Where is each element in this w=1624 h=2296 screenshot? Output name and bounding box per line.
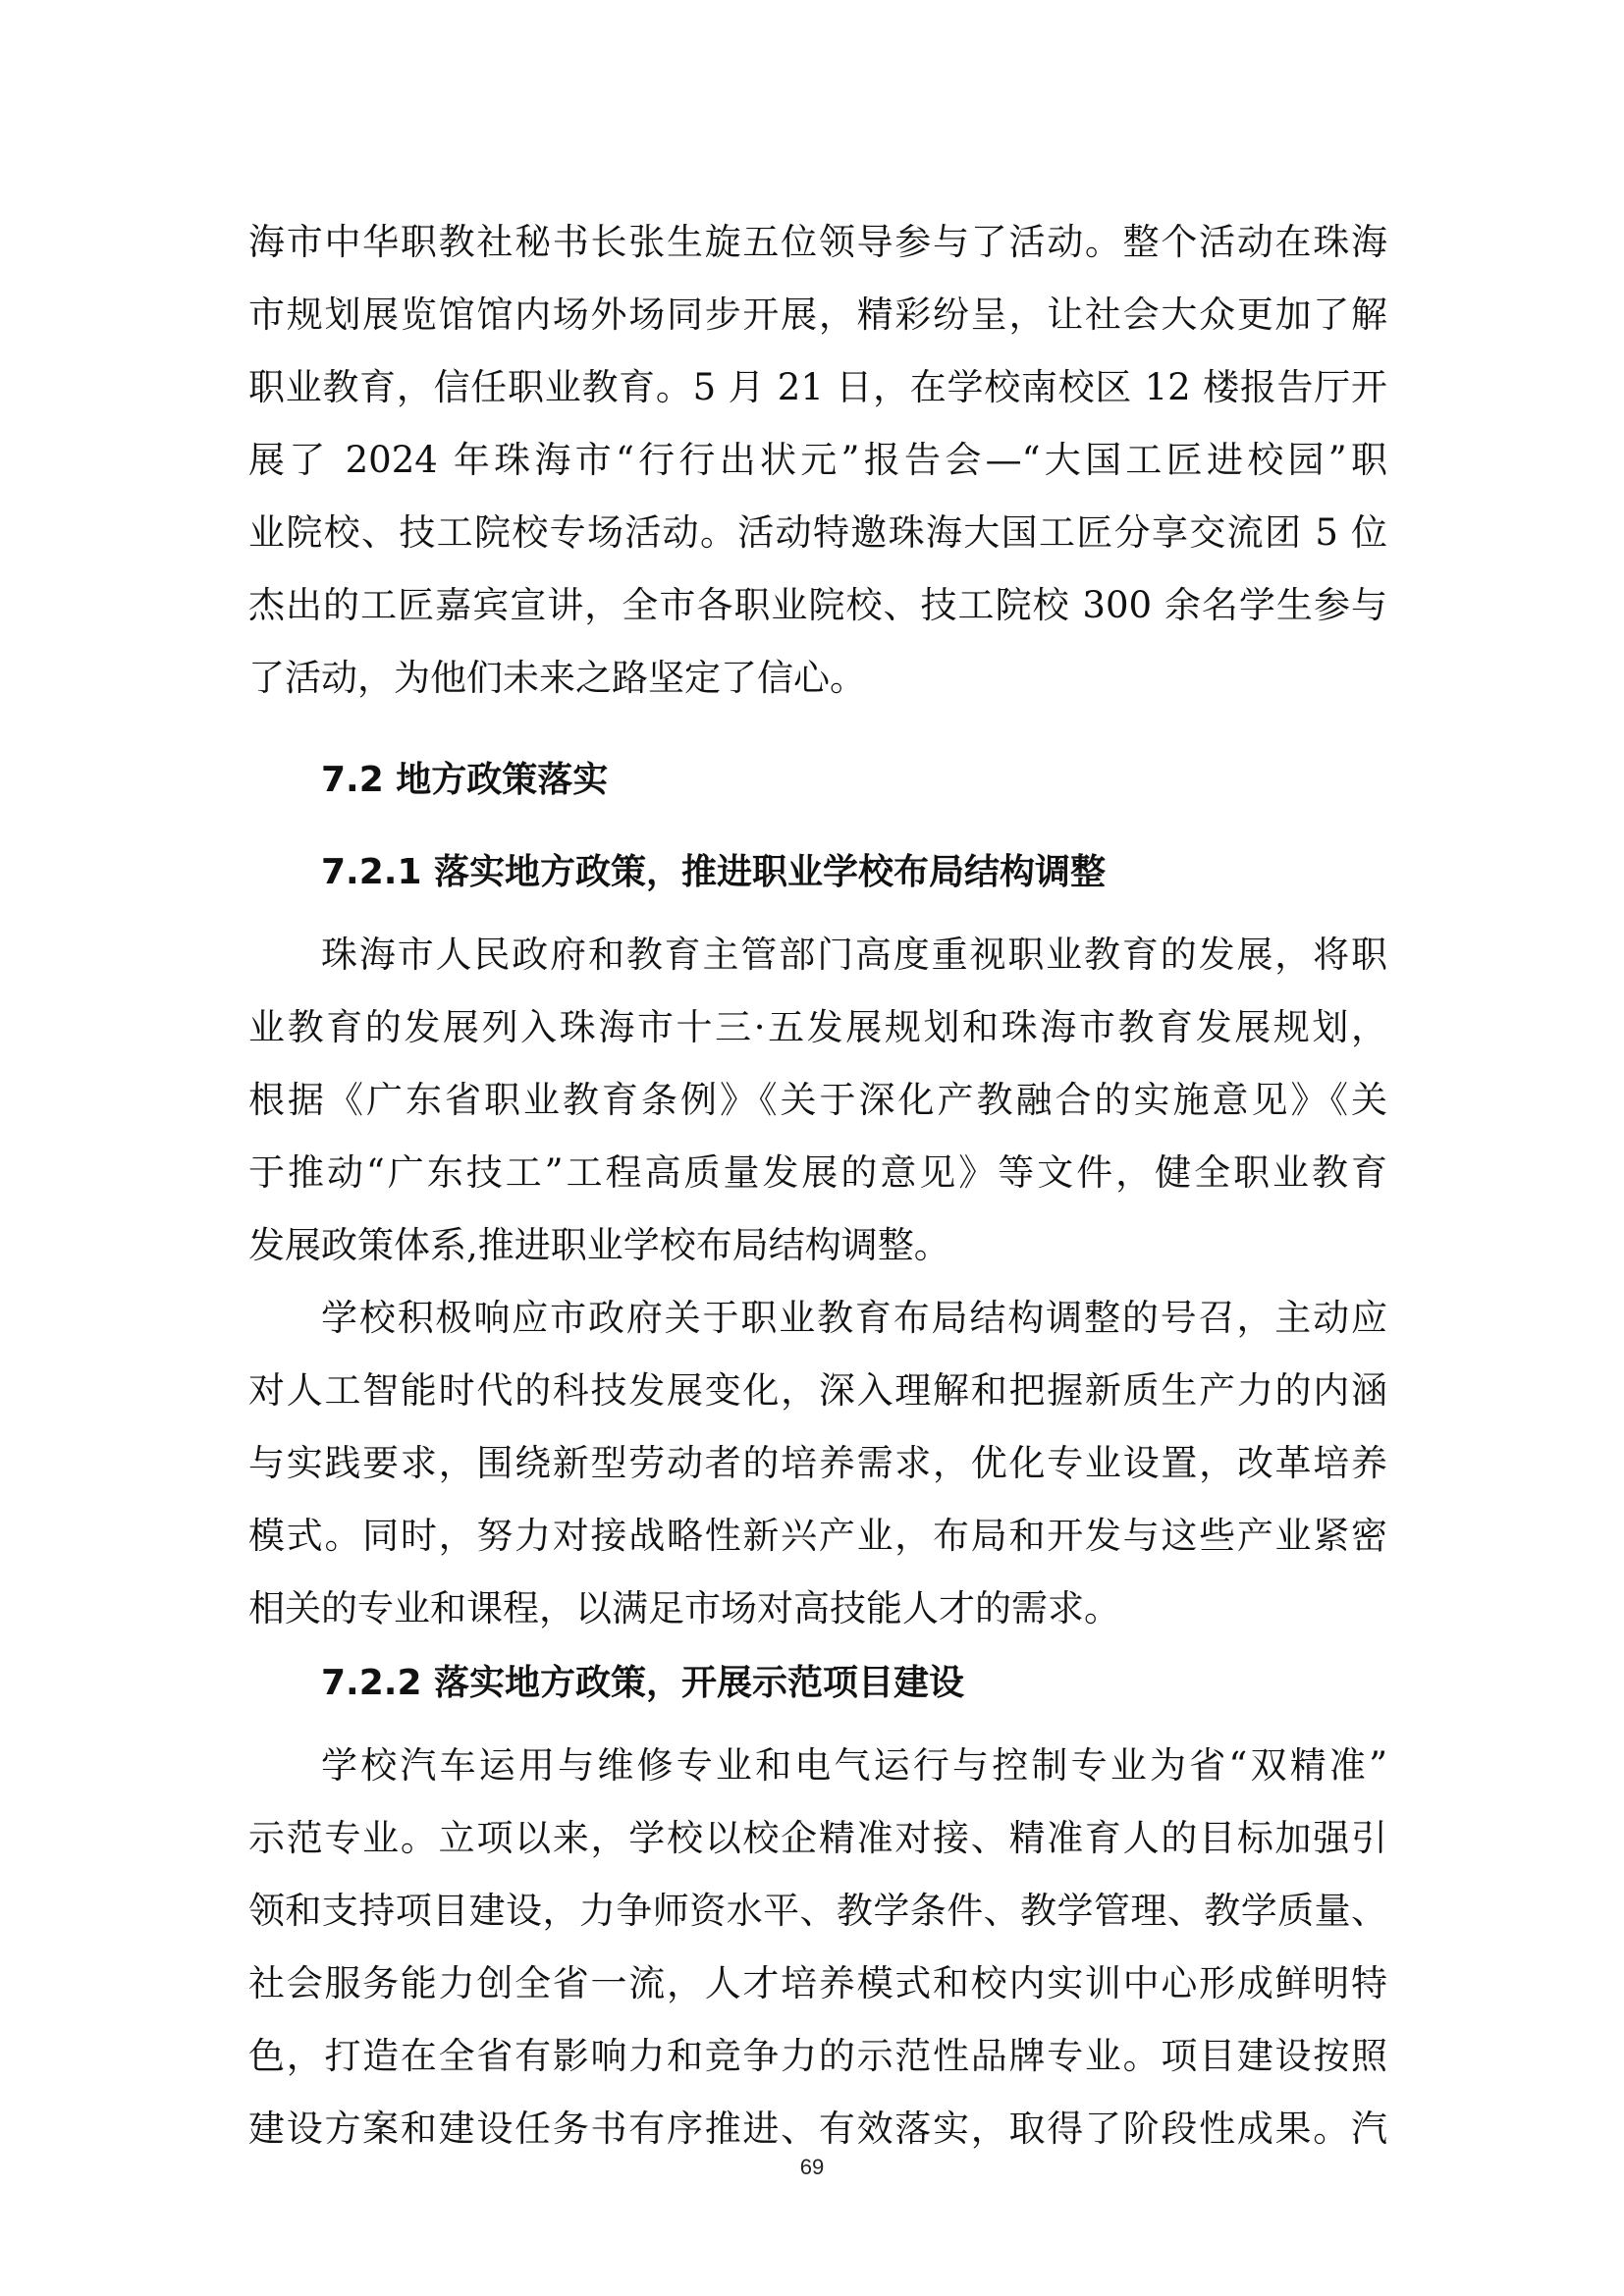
- text-line: 于推动“广东技工”工程高质量发展的意见》等文件，健全职业教育: [248, 1151, 1387, 1194]
- text-line: 了活动，为他们未来之路坚定了信心。: [248, 657, 866, 699]
- text-line: 学校积极响应市政府关于职业教育布局结构调整的号召，主动应: [321, 1297, 1387, 1339]
- text-line: 色，打造在全省有影响力和竞争力的示范性品牌专业。项目建设按照: [248, 2035, 1387, 2077]
- text-line: 海市中华职教社秘书长张生旋五位领导参与了活动。整个活动在珠海: [248, 221, 1387, 263]
- text-line: 职业教育，信任职业教育。5 月 21 日，在学校南校区 12 楼报告厅开: [248, 366, 1387, 408]
- page-body: [248, 206, 1387, 2165]
- subsection-heading-7-2-1: 7.2.1 落实地方政策，推进职业学校布局结构调整: [321, 852, 1107, 892]
- text-line: 建设方案和建设任务书有序推进、有效落实，取得了阶段性成果。汽: [248, 2108, 1387, 2150]
- paragraph-school-response: [248, 1282, 1387, 1645]
- text-line: 相关的专业和课程，以满足市场对高技能人才的需求。: [248, 1587, 1120, 1629]
- text-line: 珠海市人民政府和教育主管部门高度重视职业教育的发展，将职: [321, 934, 1387, 976]
- subsection-heading-7-2-2: 7.2.2 落实地方政策，开展示范项目建设: [321, 1663, 965, 1703]
- section-heading-7-2: 7.2 地方政策落实: [321, 760, 609, 800]
- text-line: 业教育的发展列入珠海市十三·五发展规划和珠海市教育发展规划，: [248, 1006, 1387, 1048]
- text-line: 模式。同时，努力对接战略性新兴产业，布局和开发与这些产业紧密: [248, 1515, 1387, 1557]
- text-line: 杰出的工匠嘉宾宣讲，全市各职业院校、技工院校 300 余名学生参与: [248, 584, 1387, 626]
- text-line: 业院校、技工院校专场活动。活动特邀珠海大国工匠分享交流团 5 位: [248, 511, 1387, 554]
- text-line: 市规划展览馆馆内场外场同步开展，精彩纷呈，让社会大众更加了解: [248, 294, 1387, 336]
- text-line: 根据《广东省职业教育条例》《关于深化产教融合的实施意见》《关: [248, 1079, 1387, 1121]
- paragraph-policy: [248, 919, 1387, 1282]
- text-line: 与实践要求，围绕新型劳动者的培养需求，优化专业设置，改革培养: [248, 1442, 1387, 1484]
- page-number: 69: [799, 2155, 825, 2179]
- paragraph-continuation: [248, 206, 1387, 715]
- text-line: 社会服务能力创全省一流，人才培养模式和校内实训中心形成鲜明特: [248, 1962, 1387, 2004]
- text-line: 学校汽车运用与维修专业和电气运行与控制专业为省“双精准”: [321, 1744, 1387, 1787]
- text-line: 展了 2024 年珠海市“行行出状元”报告会—“大国工匠进校园”职: [248, 439, 1387, 481]
- paragraph-demonstration-project: [248, 1730, 1387, 2165]
- text-line: 领和支持项目建设，力争师资水平、教学条件、教学管理、教学质量、: [248, 1890, 1387, 1932]
- text-line: 示范专业。立项以来，学校以校企精准对接、精准育人的目标加强引: [248, 1817, 1387, 1859]
- text-line: 对人工智能时代的科技发展变化，深入理解和把握新质生产力的内涵: [248, 1369, 1387, 1412]
- text-line: 发展政策体系,推进职业学校布局结构调整。: [248, 1224, 950, 1266]
